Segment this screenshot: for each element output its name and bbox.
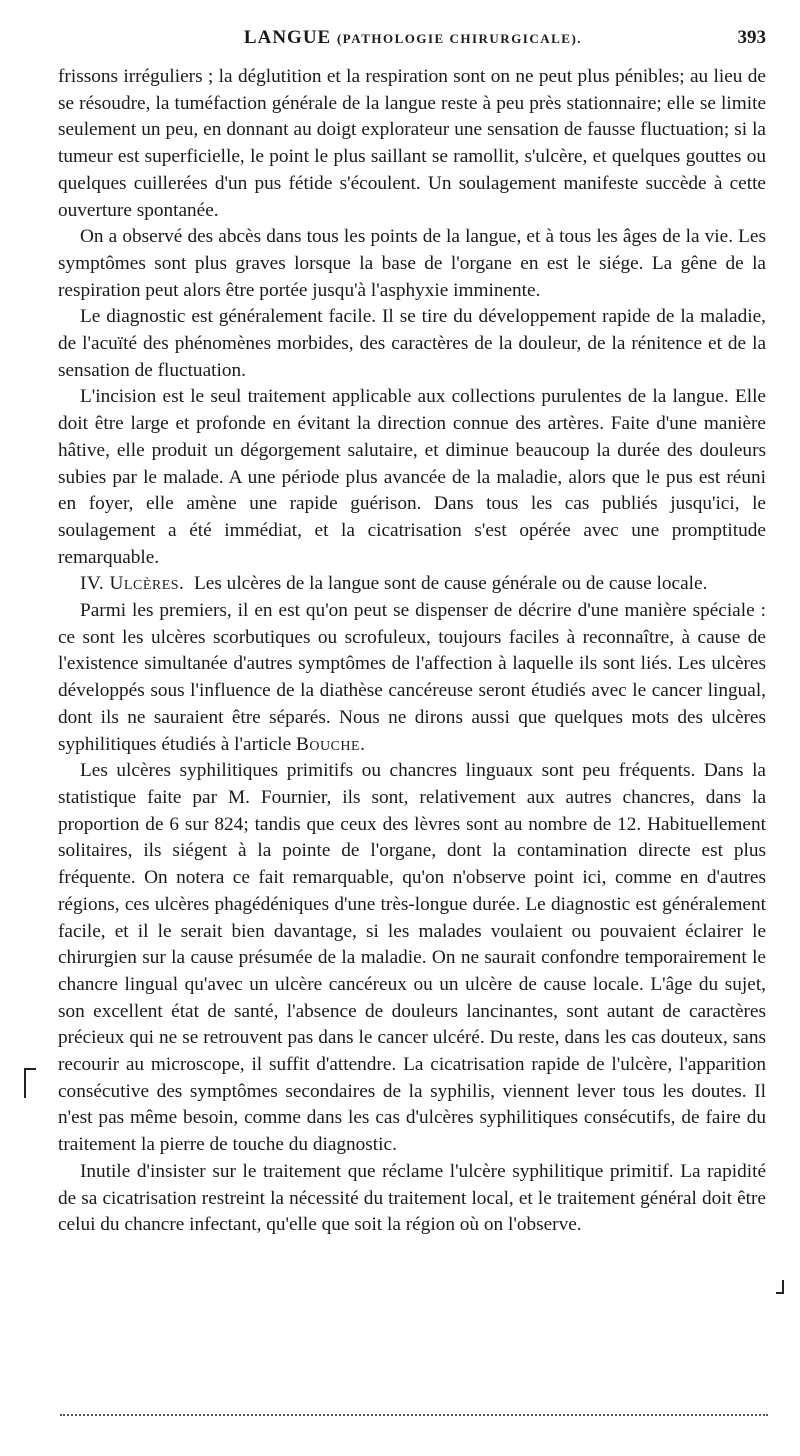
running-head <box>60 27 766 51</box>
margin-bracket-mark <box>24 1068 36 1098</box>
margin-hook-mark <box>776 1280 784 1294</box>
paragraph-6 <box>58 598 766 758</box>
section-heading: IV. Ulcères. <box>80 573 185 595</box>
paragraph-6-text: Parmi les premiers, il en est qu'on peut se dispenser de décrire d'une manière spéciale : ce sont les ulcères scorbutiques ou scrofuleux, toujours faciles à reconnaître, à cause de l'existence simultanée d'autres symptômes de l'affection à laquelle ils sont liés. Les ulcères développés sous l'influence de la diathèse cancéreuse seront étudiés avec le cancer lingual, dont ils ne sauraient être séparés. Nous ne dirons aussi que quelques mots des ulcères syphilitiques étudiés à l'article <box>58 600 766 755</box>
paragraph-5 <box>58 571 766 598</box>
paragraph-4: L'incision est le seul traitement applicable aux collections purulentes de la langue. Elle doit être large et profonde en évitant la direction connue des artères. Faite d'une manière hâtive, elle produit un dégorgement salutaire, et diminue beaucoup la durée des douleurs subies par le malade. A une période plus avancée de la maladie, alors que le pus est réuni en foyer, elle amène une rapide guérison. Dans tous les cas publiés jusqu'ici, le soulagement a été immédiat, et la cicatrisation s'est opérée avec une promptitude remarquable. <box>58 386 766 568</box>
paragraph-5-text: Les ulcères de la langue sont de cause générale ou de cause locale. <box>194 573 708 595</box>
body-text <box>58 64 766 1239</box>
paragraph-2: On a observé des abcès dans tous les points de la langue, et à tous les âges de la vie. Les symptômes sont plus graves lorsque la base de l'organe en est le siége. La gêne de la respiration peut alors être portée jusqu'à l'asphyxie imminente. <box>58 226 766 301</box>
paragraph-1: frissons irréguliers ; la déglutition et la respiration sont on ne peut plus pénibles; au lieu de se résoudre, la tuméfaction générale de la langue reste à peu près stationnaire; elle se limite seulement un peu, en donnant au doigt explorateur une sensation de fausse fluctuation; si la tumeur est superficielle, le point le plus saillant se ramollit, s'ulcère, et quelques gouttes ou quelques cuillerées d'un pus fétide s'écoulent. Un soulagement manifeste succède à cette ouverture spontanée. <box>58 66 766 221</box>
paragraph-8: Inutile d'insister sur le traitement que réclame l'ulcère syphilitique primitif. La rapidité de sa cicatrisation restreint la nécessité du traitement local, et le traitement général doit être celui du chancre infectant, qu'elle que soit la région où on l'observe. <box>58 1160 766 1236</box>
page-title-subtitle: (PATHOLOGIE CHIRURGICALE). <box>336 31 583 46</box>
paragraph-3: Le diagnostic est généralement facile. Il se tire du développement rapide de la maladie, de l'acuïté des phénomènes morbides, des caractères de la douleur, de la rénitence et de la sensation de fluctuation. <box>58 306 766 381</box>
footer-dotted-rule <box>60 1414 768 1416</box>
page-title-main: LANGUE <box>243 27 332 48</box>
cross-reference: Bouche. <box>296 733 366 755</box>
page-number: 393 <box>737 27 766 48</box>
paragraph-7: Les ulcères syphilitiques primitifs ou chancres linguaux sont peu fréquents. Dans la statistique faite par M. Fournier, ils sont, relativement aux autres chancres, dans la proportion de 6 sur 824; tandis que ceux des lèvres sont au nombre de 12. Habituellement solitaires, ils siégent à la pointe de l'organe, dont la contamination directe est plus fréquente. On notera ce fait remarquable, qu'on n'observe point ici, comme en d'autres régions, ces ulcères phagédéniques d'une très-longue durée. Le diagnostic est généralement facile, et il le serait bien davantage, si les malades voulaient ou pouvaient éclairer le chirurgien sur la cause présumée de la maladie. On ne saurait confondre temporairement le chancre lingual qu'avec un ulcère cancéreux ou un ulcère de cause locale. L'âge du sujet, son excellent état de santé, l'absence de douleurs lancinantes, sont autant de caractères précieux qui ne se retrouvent pas dans le cancer ulcéré. Du reste, dans les cas douteux, sans recourir au microscope, il suffit d'attendre. La cicatrisation rapide de l'ulcère, l'apparition consécutive des symptômes secondaires de la syphilis, viennent lever tous les doutes. Il n'est pas même besoin, comme dans les cas d'ulcères syphilitiques consécutifs, de faire du traitement la pierre de touche du diagnostic. <box>58 760 766 1156</box>
page-title <box>60 27 766 49</box>
